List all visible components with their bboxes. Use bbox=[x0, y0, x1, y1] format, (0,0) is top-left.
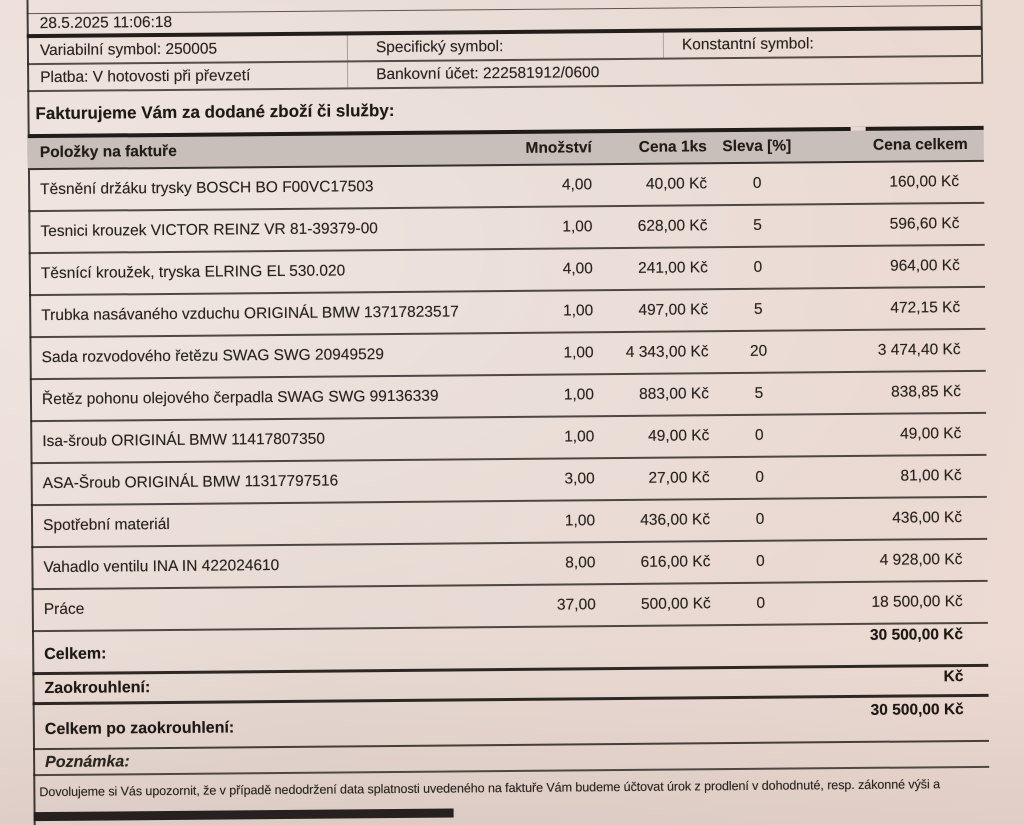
next-section-border bbox=[34, 808, 454, 821]
item-discount: 0 bbox=[755, 468, 765, 486]
item-name: ASA-Šroub ORIGINÁL BMW 11317797516 bbox=[42, 472, 339, 493]
item-quantity: 1,00 bbox=[564, 428, 595, 446]
item-unit-price: 883,00 Kč bbox=[639, 385, 710, 403]
item-quantity: 8,00 bbox=[565, 554, 596, 572]
header-quantity: Množství bbox=[525, 139, 592, 157]
item-total: 49,00 Kč bbox=[900, 425, 962, 443]
item-unit-price: 40,00 Kč bbox=[645, 175, 708, 193]
section-title: Fakturujeme Vám za dodané zboží či služby: bbox=[35, 100, 395, 124]
item-quantity: 1,00 bbox=[564, 512, 596, 530]
item-total: 3 474,40 Kč bbox=[877, 341, 961, 359]
item-name: Sada rozvodového řetězu SWAG SWG 20949529 bbox=[41, 346, 385, 367]
header-total: Cena celkem bbox=[872, 135, 968, 154]
item-unit-price: 27,00 Kč bbox=[648, 469, 710, 487]
item-total: 18 500,00 Kč bbox=[871, 593, 963, 611]
item-discount: 5 bbox=[753, 216, 762, 234]
summary-total-rounded-label: Celkem po zaokrouhlení: bbox=[44, 719, 235, 739]
header-unit-price: Cena 1ks bbox=[638, 138, 707, 156]
item-unit-price: 49,00 Kč bbox=[648, 427, 710, 445]
item-total: 160,00 Kč bbox=[889, 173, 960, 191]
item-discount: 0 bbox=[756, 594, 766, 612]
item-total: 596,60 Kč bbox=[889, 215, 960, 233]
bank-account: Bankovní účet: 222581912/0600 bbox=[347, 60, 663, 88]
items-table bbox=[28, 126, 988, 632]
summary-rounding-label: Zaokrouhlení: bbox=[44, 679, 151, 698]
item-quantity: 1,00 bbox=[562, 218, 593, 236]
item-unit-price: 497,00 Kč bbox=[638, 301, 709, 319]
item-total: 436,00 Kč bbox=[892, 509, 963, 527]
item-unit-price: 616,00 Kč bbox=[640, 553, 711, 571]
item-quantity: 1,00 bbox=[563, 386, 595, 404]
header-item: Položky na faktuře bbox=[39, 142, 177, 162]
item-name: Vahadlo ventilu INA IN 422024610 bbox=[43, 557, 280, 577]
item-discount: 5 bbox=[753, 300, 763, 318]
item-unit-price: 241,00 Kč bbox=[637, 259, 708, 277]
summary-total-rounded-value: 30 500,00 Kč bbox=[870, 701, 964, 719]
issue-date-value: 28.5.2025 11:06:18 bbox=[39, 13, 173, 33]
note-label: Poznámka: bbox=[45, 753, 130, 772]
item-total: 838,85 Kč bbox=[891, 383, 962, 401]
variable-symbol: Variabilní symbol: 250005 bbox=[39, 40, 218, 59]
item-total: 81,00 Kč bbox=[900, 467, 962, 485]
item-name: Těsnící kroužek, tryska ELRING EL 530.020 bbox=[40, 262, 346, 283]
invoice-items bbox=[28, 162, 988, 632]
item-quantity: 1,00 bbox=[562, 302, 594, 320]
invoice-document bbox=[26, 0, 989, 821]
item-quantity: 37,00 bbox=[556, 596, 596, 614]
item-name: Tesnici krouzek VICTOR REINZ VR 81-39379-00 bbox=[40, 220, 378, 241]
summary-rounding-value: Kč bbox=[943, 668, 964, 686]
item-unit-price: 436,00 Kč bbox=[640, 511, 711, 529]
item-quantity: 4,00 bbox=[562, 260, 593, 278]
item-total: 4 928,00 Kč bbox=[879, 551, 963, 569]
item-quantity: 4,00 bbox=[561, 176, 593, 194]
constant-symbol: Konstantní symbol: bbox=[663, 30, 981, 58]
item-quantity: 1,00 bbox=[563, 344, 594, 362]
item-name: Těsnění držáku trysky BOSCH BO F00VC17503 bbox=[40, 178, 374, 199]
item-discount: 5 bbox=[754, 384, 764, 402]
item-discount: 20 bbox=[749, 342, 768, 360]
footer-notice: Dovolujeme si Vás upozornit, že v případě nedodržení data splatnosti uvedeného na faktuře Vám budeme účtovat úrok z prodlení v dohodnuté, resp. zákonné výši a bbox=[39, 777, 941, 800]
payment-method: Platba: V hotovosti při převzetí bbox=[40, 66, 251, 86]
item-discount: 0 bbox=[752, 174, 762, 192]
item-unit-price: 500,00 Kč bbox=[640, 595, 711, 613]
header-discount: Sleva [%] bbox=[722, 137, 792, 156]
item-name: Řetěz pohonu olejového čerpadla SWAG SWG 99136339 bbox=[41, 387, 439, 409]
item-unit-price: 4 343,00 Kč bbox=[625, 343, 709, 361]
item-name: Práce bbox=[43, 600, 85, 619]
item-discount: 0 bbox=[755, 510, 765, 528]
specific-symbol: Specifický symbol: bbox=[347, 33, 663, 61]
item-quantity: 3,00 bbox=[564, 470, 595, 488]
item-name: Isa-šroub ORIGINÁL BMW 11417807350 bbox=[42, 430, 325, 451]
item-discount: 0 bbox=[754, 426, 764, 444]
item-total: 964,00 Kč bbox=[889, 257, 960, 275]
summary-total-label: Celkem: bbox=[44, 645, 107, 664]
item-name: Trubka nasávaného vzduchu ORIGINÁL BMW 13717823517 bbox=[41, 303, 459, 325]
item-name: Spotřební materiál bbox=[42, 515, 170, 535]
item-total: 472,15 Kč bbox=[890, 299, 961, 317]
item-discount: 0 bbox=[753, 258, 763, 276]
item-discount: 0 bbox=[756, 552, 765, 570]
item-unit-price: 628,00 Kč bbox=[637, 217, 708, 235]
summary-total-value: 30 500,00 Kč bbox=[869, 626, 964, 644]
